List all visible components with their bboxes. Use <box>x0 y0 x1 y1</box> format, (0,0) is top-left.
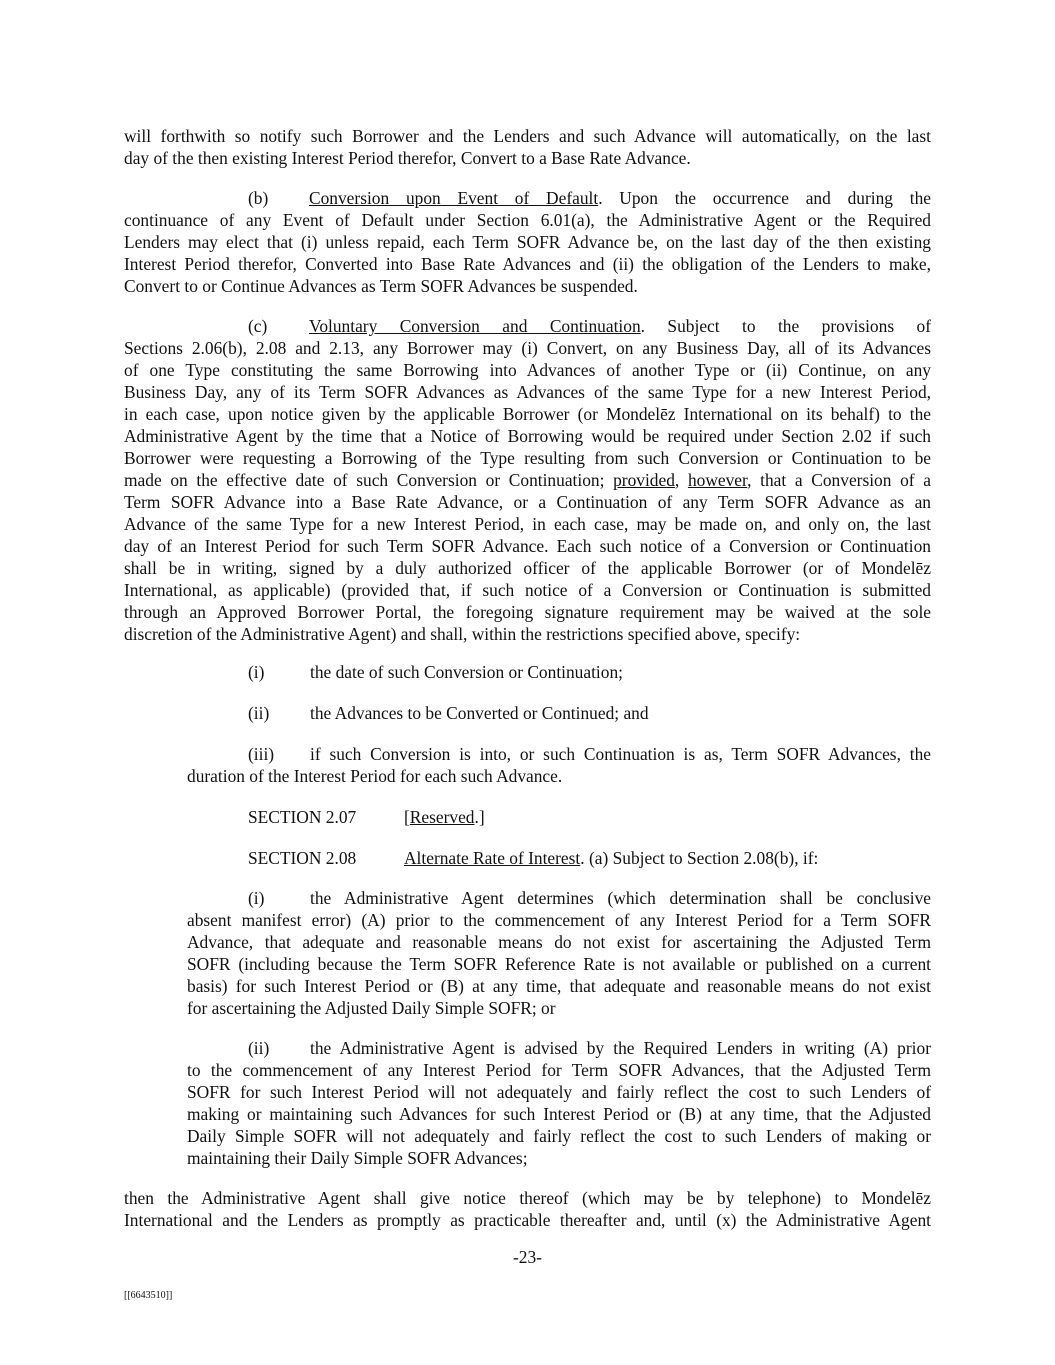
text-line: will forthwith so notify such Borrower and the Lenders and such Advance will automatically, on the last <box>124 126 931 146</box>
item-label: (ii) <box>248 703 270 723</box>
text-run: , that a Conversion of a <box>747 470 931 490</box>
text-run: . Subject to the provisions of <box>640 316 931 336</box>
text-line: International and the Lenders as promptly as practicable thereafter and, until (x) the Administrative Agent <box>124 1210 931 1230</box>
text-line: Business Day, any of its Term SOFR Advances as Advances of the same Type for a new Interest Period, <box>124 382 931 402</box>
section-heading-208 <box>248 847 818 869</box>
text-line <box>124 469 931 491</box>
text-line: making or maintaining such Advances for such Interest Period or (B) at any time, that the Adjusted <box>187 1104 931 1124</box>
list-item <box>187 743 931 787</box>
text-run: . (a) Subject to Section 2.08(b), if: <box>580 848 819 868</box>
list-item <box>187 1037 931 1169</box>
text-line <box>124 315 931 337</box>
text-line: maintaining their Daily Simple SOFR Advances; <box>187 1148 528 1168</box>
text-line: SOFR for such Interest Period will not adequately and fairly reflect the cost to such Lenders of <box>187 1082 931 1102</box>
item-text: the Advances to be Converted or Continued; and <box>310 703 649 723</box>
paragraph-c <box>124 315 931 645</box>
text-line: discretion of the Administrative Agent) and shall, within the restrictions specified above, specify: <box>124 624 801 644</box>
list-item <box>187 887 931 1019</box>
text-line: International, as applicable) (provided that, if such notice of a Conversion or Continuation is submitted <box>124 580 931 600</box>
text-line <box>124 187 931 209</box>
proviso-term: however <box>687 470 748 490</box>
text-line: shall be in writing, signed by a duly authorized officer of the applicable Borrower (or of Mondelēz <box>124 558 931 578</box>
text-line: duration of the Interest Period for each such Advance. <box>187 766 563 786</box>
text-line: day of an Interest Period for such Term SOFR Advance. Each such notice of a Conversion or Continuation <box>124 536 931 556</box>
text-line: Lenders may elect that (i) unless repaid, each Term SOFR Advance be, on the last day of the then existing <box>124 232 931 252</box>
text-line: basis) for such Interest Period or (B) at any time, that adequate and reasonable means do not exist <box>187 976 931 996</box>
item-label: (i) <box>248 662 265 682</box>
section-title: Alternate Rate of Interest <box>404 848 581 868</box>
text-line <box>187 743 931 765</box>
text-line: Daily Simple SOFR will not adequately and fairly reflect the cost to such Lenders of making or <box>187 1126 931 1146</box>
text-line: for ascertaining the Adjusted Daily Simple SOFR; or <box>187 998 556 1018</box>
text-line: SOFR (including because the Term SOFR Reference Rate is not available or published on a current <box>187 954 931 974</box>
text-line: then the Administrative Agent shall give notice thereof (which may be by telephone) to Mondelēz <box>124 1188 931 1208</box>
text-run: .] <box>474 807 485 827</box>
text-line: Term SOFR Advance into a Base Rate Advance, or a Continuation of any Term SOFR Advance as an <box>124 492 931 512</box>
paragraph-label: (b) <box>248 188 269 208</box>
text-line: Interest Period therefor, Converted into Base Rate Advances and (ii) the obligation of the Lenders to make, <box>124 254 931 274</box>
closing-paragraph <box>124 1187 931 1231</box>
text-line: in each case, upon notice given by the applicable Borrower (or Mondelēz International on its behalf) to the <box>124 404 931 424</box>
section-title: Reserved <box>409 807 475 827</box>
text-run: . Upon the occurrence and during the <box>598 188 931 208</box>
section-number: SECTION 2.08 <box>248 848 357 868</box>
text-line: Convert to or Continue Advances as Term SOFR Advances be suspended. <box>124 276 638 296</box>
text-line: absent manifest error) (A) prior to the commencement of any Interest Period for a Term SOFR <box>187 910 931 930</box>
section-number: SECTION 2.07 <box>248 807 357 827</box>
paragraph-b <box>124 187 931 297</box>
list-item <box>248 702 649 724</box>
proviso-term: provided <box>613 470 675 490</box>
text-run: , <box>674 470 688 490</box>
text-line: continuance of any Event of Default under Section 6.01(a), the Administrative Agent or the Required <box>124 210 931 230</box>
text-line: Borrower were requesting a Borrowing of the Type resulting from such Conversion or Continuation to be <box>124 448 931 468</box>
document-id: [[6643510]] <box>124 1290 173 1301</box>
item-text: the date of such Conversion or Continuation; <box>310 662 623 682</box>
list-item <box>248 661 623 683</box>
text-line <box>187 1037 931 1059</box>
page-number: -23- <box>513 1247 542 1267</box>
text-line: to the commencement of any Interest Period for Term SOFR Advances, that the Adjusted Term <box>187 1060 931 1080</box>
section-heading-207 <box>248 806 485 828</box>
text-line: day of the then existing Interest Period therefor, Convert to a Base Rate Advance. <box>124 148 691 168</box>
text-line: Administrative Agent by the time that a Notice of Borrowing would be required under Section 2.02 if such <box>124 426 931 446</box>
text-run: if such Conversion is into, or such Continuation is as, Term SOFR Advances, the <box>310 744 931 764</box>
text-line <box>187 887 931 909</box>
item-label: (iii) <box>248 744 275 764</box>
paragraph-label: (c) <box>248 316 268 336</box>
paragraph-heading: Voluntary Conversion and Continuation <box>309 316 641 336</box>
text-line: Advance of the same Type for a new Interest Period, in each case, may be made on, and only on, the last <box>124 514 931 534</box>
text-run: made on the effective date of such Conversion or Continuation; <box>124 470 614 490</box>
text-run: [ <box>404 807 410 827</box>
item-label: (i) <box>248 888 265 908</box>
text-run: the Administrative Agent is advised by the Required Lenders in writing (A) prior <box>310 1038 931 1058</box>
item-label: (ii) <box>248 1038 270 1058</box>
text-line: Advance, that adequate and reasonable means do not exist for ascertaining the Adjusted Term <box>187 932 931 952</box>
text-run: the Administrative Agent determines (which determination shall be conclusive <box>310 888 931 908</box>
continuation-paragraph <box>124 125 931 169</box>
text-line: through an Approved Borrower Portal, the foregoing signature requirement may be waived at the sole <box>124 602 931 622</box>
text-line: of one Type constituting the same Borrowing into Advances of another Type or (ii) Continue, on any <box>124 360 931 380</box>
text-line: Sections 2.06(b), 2.08 and 2.13, any Borrower may (i) Convert, on any Business Day, all of its Advances <box>124 338 931 358</box>
paragraph-heading: Conversion upon Event of Default <box>309 188 599 208</box>
